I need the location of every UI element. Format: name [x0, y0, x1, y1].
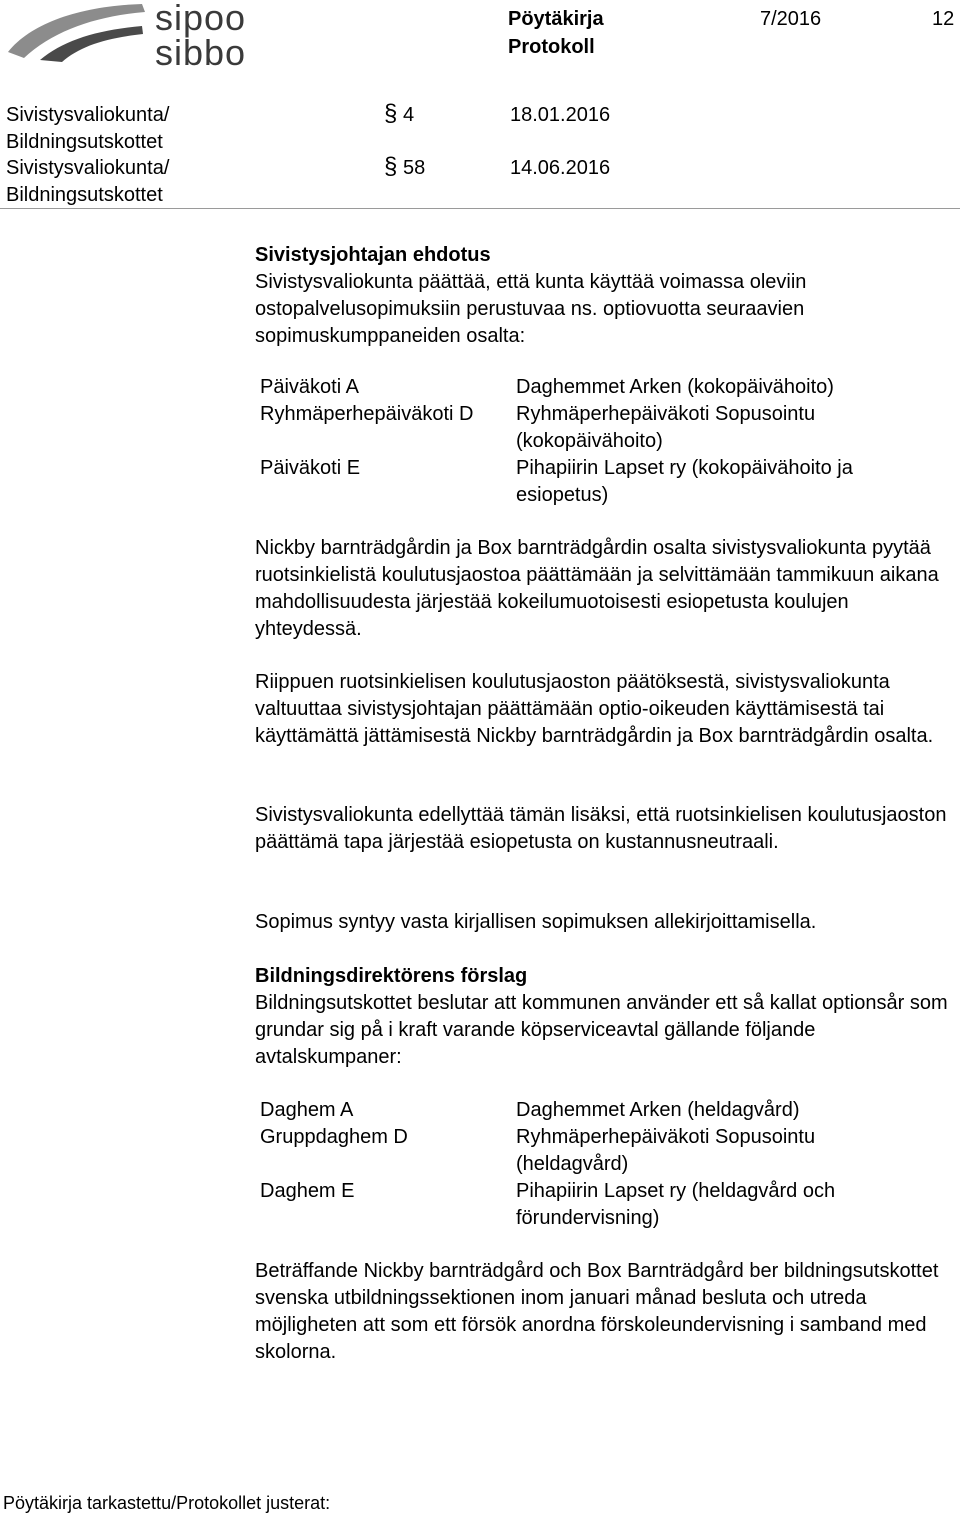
fi-paragraph-5: Sopimus syntyy vasta kirjallisen sopimuksen allekirjoittamisella. [255, 911, 817, 933]
unit-name: Daghem E [260, 1180, 355, 1202]
section-number: 4 [403, 104, 415, 126]
unit-name: Päiväkoti A [260, 376, 359, 398]
section-number: 58 [403, 157, 426, 179]
fi-paragraph-3: Riippuen ruotsinkielisen koulutusjaoston päätöksestä, sivistysvaliokunta valtuuttaa sivistysjohtajan päättämään optio-oikeuden käyttämisestä tai käyttämättä jättämisestä Nickby barnträdgårdin ja Box barnträdgårdin osalta. [255, 671, 934, 747]
fi-proposal-intro [255, 242, 955, 350]
fi-paragraph [255, 535, 955, 643]
unit-name: Daghem A [260, 1099, 354, 1121]
meeting-body-line-1: Sivistysvaliokunta/ [6, 157, 170, 179]
list-item [260, 374, 950, 401]
fi-paragraph [255, 802, 955, 856]
meeting-date: 18.01.2016 [510, 104, 611, 126]
doc-type-sv: Protokoll [508, 36, 595, 58]
fi-paragraph-2: Nickby barnträdgårdin ja Box barnträdgårdin osalta sivistysvaliokunta pyytää ruotsinkielistä koulutusjaostoa päättämään ja selvittämään tammikuun aikana mahdollisuudesta järjestää kokeilumuotoisesti esiopetusta koulujen yhteydessä. [255, 537, 939, 640]
sv-paragraph-2: Beträffande Nickby barnträdgård och Box Barnträdgård ber bildningsutskottet svenska utbildningssektionen inom januari månad besluta och utreda möjligheten att som ett försök anordna förskoleundervisning i samband med skolorna. [255, 1260, 939, 1363]
sv-heading: Bildningsdirektörens förslag [255, 965, 528, 987]
fi-intro-text: Sivistysvaliokunta päättää, että kunta käyttää voimassa oleviin ostopalvelusopimuksiin perustuvaa ns. optiovuotta seuraavien sopimuskumppaneiden osalta: [255, 271, 807, 347]
list-item [260, 401, 950, 455]
logo-wordmark [155, 0, 247, 73]
partner-name: Pihapiirin Lapset ry (kokopäivähoito ja esiopetus) [516, 457, 853, 506]
doc-type-fi: Pöytäkirja [508, 8, 604, 30]
fi-paragraph-4: Sivistysvaliokunta edellyttää tämän lisäksi, että ruotsinkielisen koulutusjaoston päättämä tapa järjestää esiopetusta on kustannusneutraali. [255, 804, 947, 853]
partner-name: Ryhmäperhepäiväkoti Sopusointu (kokopäivähoito) [516, 403, 816, 452]
unit-name: Ryhmäperhepäiväkoti D [260, 403, 474, 425]
header-divider [0, 208, 960, 209]
sv-paragraph [255, 1258, 955, 1366]
list-item [260, 1178, 950, 1232]
partner-name: Daghemmet Arken (kokopäivähoito) [516, 376, 834, 398]
partner-name: Ryhmäperhepäiväkoti Sopusointu (heldagvård) [516, 1126, 816, 1175]
section-symbol: § [384, 153, 398, 180]
page-number: 12 [932, 8, 955, 30]
fi-paragraph [255, 669, 955, 750]
fi-heading: Sivistysjohtajan ehdotus [255, 244, 491, 266]
partner-name: Daghemmet Arken (heldagvård) [516, 1099, 800, 1121]
fi-paragraph [255, 909, 955, 936]
fi-partner-list [260, 374, 950, 509]
list-item [260, 455, 950, 509]
sv-partner-list [260, 1097, 950, 1232]
footer-verification-label: Pöytäkirja tarkastettu/Protokollet justerat: [3, 1493, 331, 1513]
sv-proposal-intro [255, 963, 955, 1071]
partner-name: Pihapiirin Lapset ry (heldagvård och förundervisning) [516, 1180, 836, 1229]
logo-line-2: sibbo [155, 32, 247, 73]
logo-line-1: sipoo [155, 0, 247, 38]
meeting-body-line-1: Sivistysvaliokunta/ [6, 104, 170, 126]
unit-name: Päiväkoti E [260, 457, 361, 479]
meeting-body-line-2: Bildningsutskottet [6, 131, 163, 153]
meeting-date: 14.06.2016 [510, 157, 611, 179]
sipoo-logo-icon [2, 0, 152, 62]
protocol-number: 7/2016 [760, 8, 822, 30]
list-item [260, 1124, 950, 1178]
unit-name: Gruppdaghem D [260, 1126, 408, 1148]
section-symbol: § [384, 100, 398, 127]
list-item [260, 1097, 950, 1124]
sv-intro-text: Bildningsutskottet beslutar att kommunen använder ett så kallat optionsår som grundar sig på i kraft varande köpserviceavtal gällande följande avtalskumpaner: [255, 992, 948, 1068]
meeting-body-line-2: Bildningsutskottet [6, 184, 163, 206]
